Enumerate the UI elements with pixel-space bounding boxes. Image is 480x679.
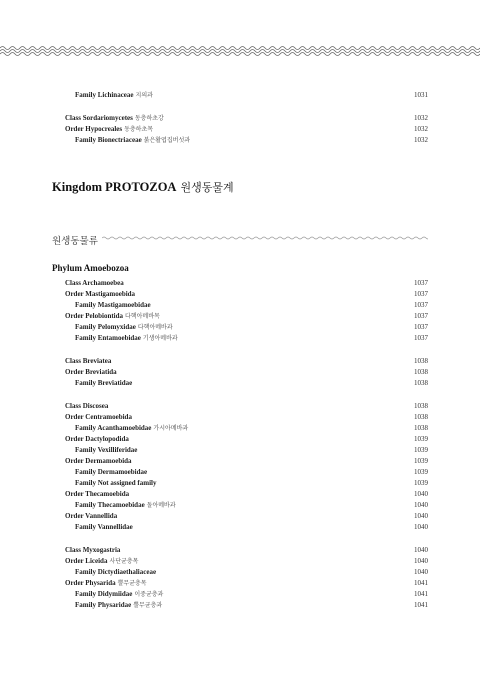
toc-entry[interactable] xyxy=(0,300,480,311)
toc-entry-label xyxy=(65,367,117,378)
toc-entry-label xyxy=(65,278,124,289)
toc-entry-label xyxy=(75,423,188,434)
taxon-name: Family Not assigned family xyxy=(75,479,157,487)
toc-entry-label xyxy=(65,356,111,367)
toc-entry[interactable] xyxy=(0,356,480,367)
page-number: 1038 xyxy=(414,413,428,421)
page-number: 1038 xyxy=(414,357,428,365)
taxon-name: Order Physarida xyxy=(65,579,116,587)
taxon-korean-name: 지의과 xyxy=(135,92,153,99)
page-number: 1039 xyxy=(414,479,428,487)
taxon-name: Family Thecamoebidae xyxy=(75,501,145,509)
toc-entry-label xyxy=(65,412,132,423)
taxon-korean-name: 다핵아메바목 xyxy=(125,313,160,320)
page-number: 1041 xyxy=(414,601,428,609)
toc-entry[interactable] xyxy=(0,589,480,600)
toc-entry-label xyxy=(75,600,162,611)
taxon-korean-name: 뿔무균충목 xyxy=(117,580,147,587)
section-title: 원생동물류 xyxy=(52,236,98,247)
taxon-name: Family Breviatidae xyxy=(75,379,133,387)
page-number: 1038 xyxy=(414,379,428,387)
taxon-name: Family Acanthamoebidae xyxy=(75,424,152,432)
taxon-name: Family Pelomyxidae xyxy=(75,323,136,331)
section-wave-divider xyxy=(102,234,428,242)
page-number: 1039 xyxy=(414,457,428,465)
toc-entry[interactable] xyxy=(0,434,480,445)
page-number: 1032 xyxy=(414,114,428,122)
taxon-korean-name: 동충하초목 xyxy=(124,126,154,133)
toc-entry-label xyxy=(65,289,135,300)
taxon-name: Class Breviatea xyxy=(65,357,112,365)
page-number: 1040 xyxy=(414,523,428,531)
toc-entry[interactable] xyxy=(0,135,480,146)
toc-entry[interactable] xyxy=(0,113,480,124)
page-number: 1039 xyxy=(414,446,428,454)
taxon-name: Order Dermamoebida xyxy=(65,457,132,465)
page-number: 1038 xyxy=(414,402,428,410)
toc-entry-label xyxy=(65,456,132,467)
page-number: 1039 xyxy=(414,435,428,443)
toc-entry[interactable] xyxy=(0,378,480,389)
toc-entry[interactable] xyxy=(0,401,480,412)
toc-entry-label xyxy=(65,311,160,322)
toc-entry[interactable] xyxy=(0,412,480,423)
toc-entry-label xyxy=(75,90,153,101)
toc-entry-label xyxy=(75,445,137,456)
taxon-name: Family Dermamoebidae xyxy=(75,468,148,476)
toc-entry[interactable] xyxy=(0,289,480,300)
page-number: 1037 xyxy=(414,279,428,287)
page-number: 1032 xyxy=(414,136,428,144)
page-number: 1041 xyxy=(414,590,428,598)
kingdom-name: Kingdom PROTOZOA xyxy=(52,180,177,194)
page-number: 1040 xyxy=(414,490,428,498)
taxon-name: Order Pelobiontida xyxy=(65,312,124,320)
page-number: 1037 xyxy=(414,312,428,320)
taxon-name: Class Myxogastria xyxy=(65,546,121,554)
taxon-name: Order Mastigamoebida xyxy=(65,290,136,298)
toc-entry-label xyxy=(75,467,147,478)
toc-entry-label xyxy=(65,489,129,500)
toc-entry-label xyxy=(75,500,176,511)
toc-entry[interactable] xyxy=(0,511,480,522)
toc-entry[interactable] xyxy=(0,567,480,578)
page-number: 1037 xyxy=(414,323,428,331)
toc-entry[interactable] xyxy=(0,90,480,101)
toc-entry[interactable] xyxy=(0,522,480,533)
toc-entry[interactable] xyxy=(0,445,480,456)
taxon-name: Order Breviatida xyxy=(65,368,117,376)
toc-entry-label xyxy=(65,113,164,124)
taxon-name: Family Mastigamoebidae xyxy=(75,301,151,309)
taxon-name: Family Bionectriaceae xyxy=(75,136,142,144)
taxon-korean-name: 사단균충목 xyxy=(109,558,139,565)
toc-entry-label xyxy=(65,578,147,589)
toc-entry-label xyxy=(75,478,156,489)
taxon-name: Family Vannellidae xyxy=(75,523,133,531)
toc-entry-label xyxy=(65,511,117,522)
toc-entry[interactable] xyxy=(0,489,480,500)
taxon-name: Class Archamoebea xyxy=(65,279,124,287)
taxon-korean-name: 돌아메바과 xyxy=(146,502,176,509)
taxon-korean-name: 이중균충과 xyxy=(134,591,164,598)
toc-entry-label xyxy=(75,135,190,146)
taxon-korean-name: 붉은활엽집버섯과 xyxy=(143,137,191,144)
page-number: 1038 xyxy=(414,368,428,376)
page-number: 1040 xyxy=(414,546,428,554)
page-number: 1032 xyxy=(414,125,428,133)
toc-entry[interactable] xyxy=(0,578,480,589)
toc-entry[interactable] xyxy=(0,500,480,511)
toc-entry-label xyxy=(75,300,151,311)
taxon-korean-name: 다핵아메바과 xyxy=(137,324,173,331)
top-wave-border xyxy=(0,44,480,58)
page-number: 1040 xyxy=(414,512,428,520)
taxon-korean-name: 동충하초강 xyxy=(134,115,164,122)
toc-entry-label xyxy=(75,378,132,389)
toc-entry-label xyxy=(75,522,133,533)
taxon-name: Family Physaridae xyxy=(75,601,132,609)
toc-entry-label xyxy=(65,401,108,412)
kingdom-heading xyxy=(52,179,234,195)
taxon-name: Class Sordariomycetes xyxy=(65,114,133,122)
taxon-name: Family Didymiidae xyxy=(75,590,133,598)
toc-entry[interactable] xyxy=(0,545,480,556)
taxon-name: Order Centramoebida xyxy=(65,413,132,421)
taxon-korean-name: 기생아메바과 xyxy=(142,335,178,342)
toc-entry-label xyxy=(75,333,178,344)
toc-entry-label xyxy=(75,567,156,578)
page-number: 1038 xyxy=(414,424,428,432)
taxon-name: Order Dactylopodida xyxy=(65,435,129,443)
toc-entry[interactable] xyxy=(0,367,480,378)
toc-entry-label xyxy=(65,434,129,445)
taxon-korean-name: 뿔무균충과 xyxy=(133,602,163,609)
taxon-name: Family Vexilliferidae xyxy=(75,446,138,454)
taxon-name: Order Hypocreales xyxy=(65,125,123,133)
toc-entry-label xyxy=(65,556,138,567)
page-number: 1037 xyxy=(414,290,428,298)
taxon-name: Order Vannellida xyxy=(65,512,118,520)
page-number: 1031 xyxy=(414,91,428,99)
page-number: 1040 xyxy=(414,501,428,509)
taxon-name: Order Liceida xyxy=(65,557,108,565)
toc-entry[interactable] xyxy=(0,124,480,135)
taxon-name: Order Thecamoebida xyxy=(65,490,130,498)
taxon-name: Class Discosea xyxy=(65,402,109,410)
toc-entry[interactable] xyxy=(0,467,480,478)
toc-entry[interactable] xyxy=(0,478,480,489)
taxon-korean-name: 가시아메바과 xyxy=(153,425,189,432)
kingdom-korean-name: 원생동물계 xyxy=(180,181,234,194)
toc-entry[interactable] xyxy=(0,278,480,289)
toc-entry[interactable] xyxy=(0,333,480,344)
toc-entry[interactable] xyxy=(0,556,480,567)
page-number: 1037 xyxy=(414,301,428,309)
toc-entry[interactable] xyxy=(0,600,480,611)
toc-entry[interactable] xyxy=(0,311,480,322)
taxon-name: Family Dictydiaethaliaceae xyxy=(75,568,157,576)
toc-entry-label xyxy=(65,124,153,135)
taxon-name: Family Lichinaceae xyxy=(75,91,134,99)
page-number: 1039 xyxy=(414,468,428,476)
toc-entry-label xyxy=(65,545,120,556)
page-number: 1040 xyxy=(414,557,428,565)
toc-entry-label xyxy=(75,322,173,333)
toc-entry[interactable] xyxy=(0,322,480,333)
toc-entry[interactable] xyxy=(0,423,480,434)
toc-entry-label xyxy=(75,589,163,600)
taxon-name: Family Entamoebidae xyxy=(75,334,141,342)
page-number: 1037 xyxy=(414,334,428,342)
page-number: 1040 xyxy=(414,568,428,576)
page-number: 1041 xyxy=(414,579,428,587)
phylum-heading: Phylum Amoebozoa xyxy=(52,263,129,273)
toc-entry[interactable] xyxy=(0,456,480,467)
